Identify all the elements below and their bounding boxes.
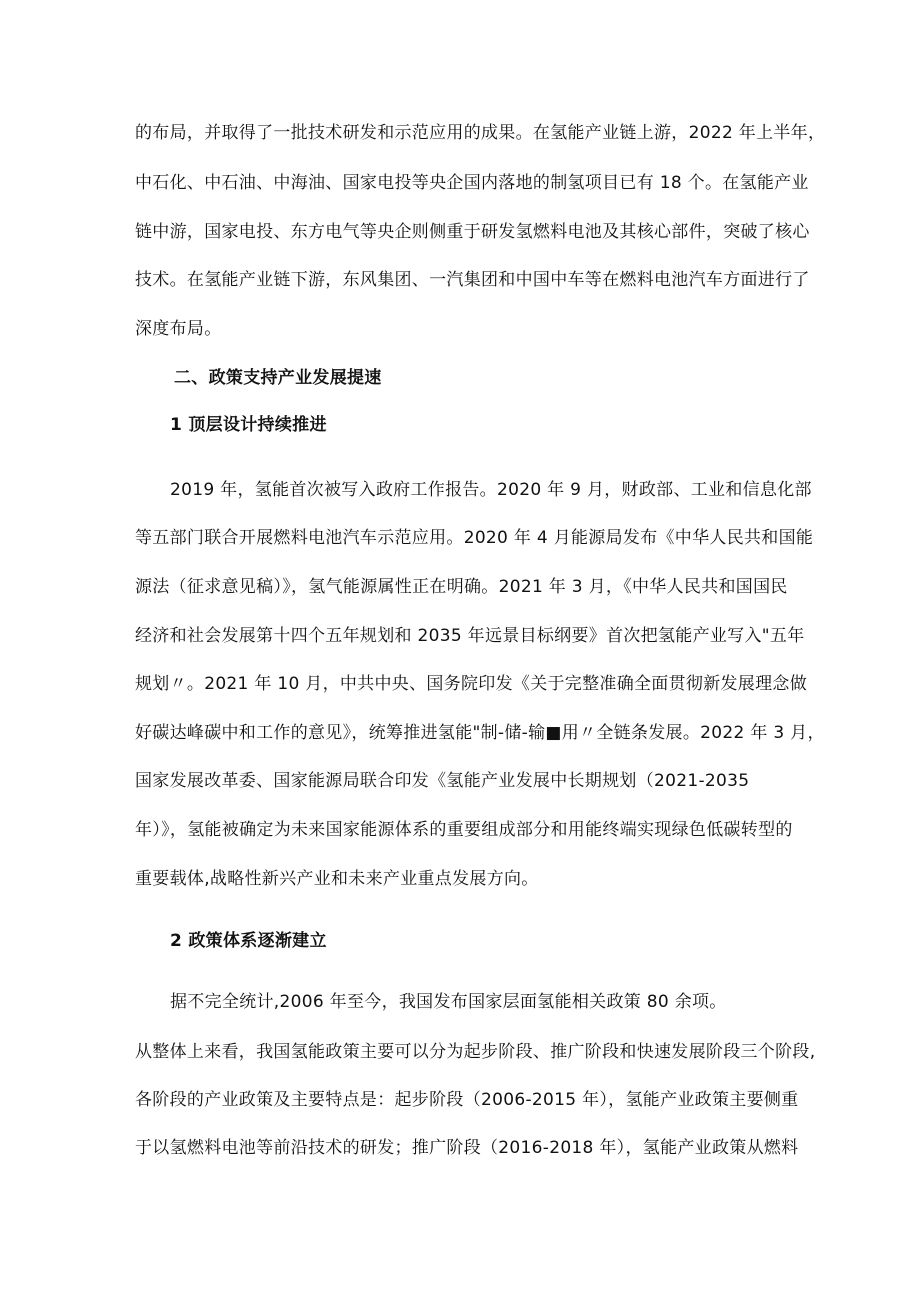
paragraph-line: 规划〃。2021 年 10 月，中共中央、国务院印发《关于完整准确全面贯彻新发展理念做	[135, 674, 808, 694]
paragraph-line: 深度布局。	[135, 319, 222, 339]
paragraph-line: 从整体上来看，我国氢能政策主要可以分为起步阶段、推广阶段和快速发展阶段三个阶段,	[135, 1042, 816, 1062]
paragraph-line: 国家发展改革委、国家能源局联合印发《氢能产业发展中长期规划（2021-2035	[135, 771, 750, 791]
subsection-heading: 2 政策体系逐渐建立	[170, 931, 327, 951]
paragraph-line: 于以氢燃料电池等前沿技术的研发；推广阶段（2016-2018 年），氢能产业政策从燃料	[135, 1138, 799, 1158]
paragraph-line: 链中游，国家电投、东方电气等央企则侧重于研发氢燃料电池及其核心部件，突破了核心	[135, 222, 810, 242]
paragraph-line: 各阶段的产业政策及主要特点是：起步阶段（2006-2015 年），氢能产业政策主要侧重	[135, 1090, 799, 1110]
paragraph-line: 的布局，并取得了一批技术研发和示范应用的成果。在氢能产业链上游，2022 年上半年，	[135, 123, 826, 143]
paragraph-line: 中石化、中石油、中海油、国家电投等央企国内落地的制氢项目已有 18 个。在氢能产业	[135, 173, 809, 193]
paragraph-line: 年）》，氢能被确定为未来国家能源体系的重要组成部分和用能终端实现绿色低碳转型的	[135, 820, 793, 840]
paragraph-line: 好碳达峰碳中和工作的意见》，统筹推进氢能"制-储-输■用〃全链条发展。2022 年 3 月，	[135, 723, 825, 743]
paragraph-line: 技术。在氢能产业链下游，东风集团、一汽集团和中国中车等在燃料电池汽车方面进行了	[135, 270, 810, 290]
subsection-heading: 1 顶层设计持续推进	[170, 415, 327, 435]
section-heading: 二、政策支持产业发展提速	[174, 368, 382, 388]
paragraph-line: 源法（征求意见稿）》，氢气能源属性正在明确。2021 年 3 月，《中华人民共和国国民	[135, 577, 788, 597]
paragraph-line: 重要载体,战略性新兴产业和未来产业重点发展方向。	[135, 869, 539, 889]
paragraph-line: 据不完全统计,2006 年至今，我国发布国家层面氢能相关政策 80 余项。	[170, 992, 727, 1012]
paragraph-line: 等五部门联合开展燃料电池汽车示范应用。2020 年 4 月能源局发布《中华人民共和国能	[135, 528, 814, 548]
paragraph-line: 经济和社会发展第十四个五年规划和 2035 年远景目标纲要》首次把氢能产业写入"五年	[135, 626, 805, 646]
paragraph-line: 2019 年，氢能首次被写入政府工作报告。2020 年 9 月，财政部、工业和信息化部	[170, 480, 812, 500]
